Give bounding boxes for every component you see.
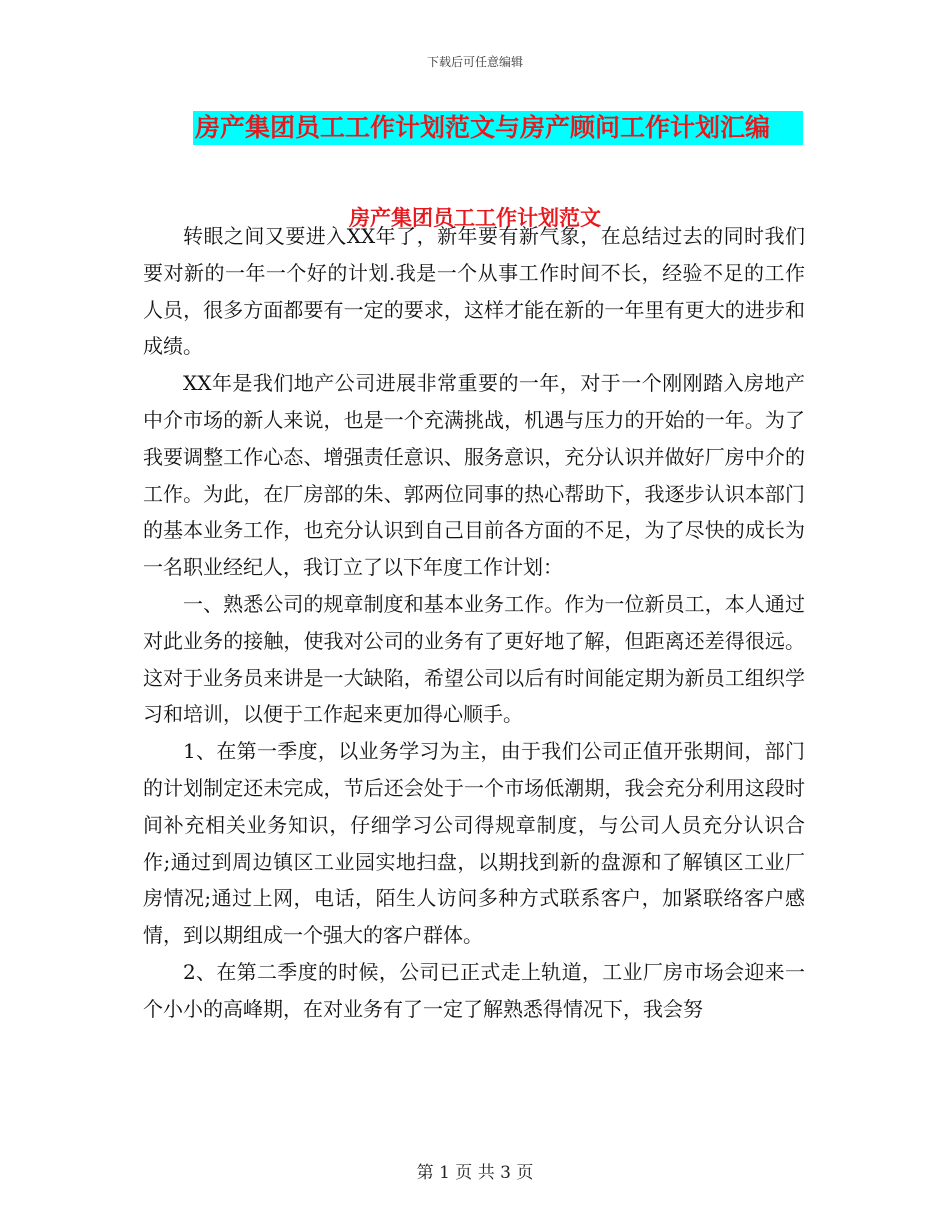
document-main-title: 房产集团员工工作计划范文与房产顾问工作计划汇编: [193, 111, 803, 145]
paragraph-2: XX年是我们地产公司进展非常重要的一年，对于一个刚刚踏入房地产中介市场的新人来说，也是一个充满挑战，机遇与压力的开始的一年。为了我要调整工作心态、增强责任意识、服务意识，充分认识并做好厂房中介的工作。为此，在厂房部的朱、郭两位同事的热心帮助下，我逐步认识本部门的基本业务工作，也充分认识到自己目前各方面的不足，为了尽快的成长为一名职业经纪人，我订立了以下年度工作计划：: [143, 371, 805, 580]
paragraph-4: 1、在第一季度，以业务学习为主，由于我们公司正值开张期间，部门的计划制定还未完成，节后还会处于一个市场低潮期，我会充分利用这段时间补充相关业务知识，仔细学习公司得规章制度，与公司人员充分认识合作;通过到周边镇区工业园实地扫盘，以期找到新的盘源和了解镇区工业厂房情况;通过上网，电话，陌生人访问多种方式联系客户，加紧联络客户感情，到以期组成一个强大的客户群体。: [143, 739, 805, 948]
section-title: 房产集团员工工作计划范文: [349, 206, 601, 230]
page-header-note: 下载后可任意编辑: [426, 55, 523, 69]
document-body: [143, 218, 805, 1028]
paragraph-3: 一、熟悉公司的规章制度和基本业务工作。作为一位新员工，本人通过对此业务的接触，使我对公司的业务有了更好地了解，但距离还差得很远。这对于业务员来讲是一大缺陷，希望公司以后有时间能定期为新员工组织学习和培训，以便于工作起来更加得心顺手。: [143, 591, 805, 727]
paragraph-1: 转眼之间又要进入XX年了，新年要有新气象，在总结过去的同时我们要对新的一年一个好的计划.我是一个从事工作时间不长，经验不足的工作人员，很多方面都要有一定的要求，这样才能在新的一年里有更大的进步和成绩。: [143, 224, 805, 359]
paragraph-5: 2、在第二季度的时候，公司已正式走上轨道，工业厂房市场会迎来一个小小的高峰期，在对业务有了一定了解熟悉得情况下，我会努: [143, 959, 805, 1021]
page-footer-number: 第 1 页 共 3 页: [416, 1163, 534, 1183]
main-title-block: [193, 111, 803, 145]
